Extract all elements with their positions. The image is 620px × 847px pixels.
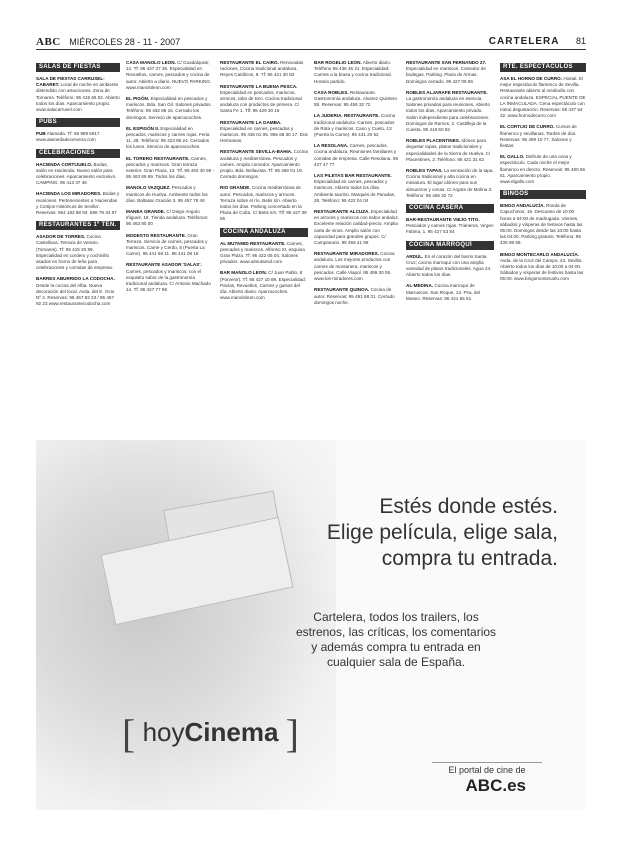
listing-name: AL MUTAMID RESTAURANTE.	[220, 240, 286, 246]
section-title: CARTELERA	[488, 36, 560, 47]
listing-entry	[314, 251, 400, 282]
listing-entry	[500, 76, 586, 119]
listing-column	[406, 60, 494, 307]
listing-name: CASA ROBLES.	[314, 89, 349, 95]
abc-es-logo: ABC.es	[465, 776, 526, 795]
section-heading: COCINA CASERA	[406, 204, 494, 213]
listing-entry	[220, 185, 308, 222]
listing-text: Cocina mediterránea de autor. Pescados, mariscos y arroces. Terraza sobre el río. Betis s/n. Abierto todos los días. Parking concertado en la Plaza de Cuba. C/ Betis s/n. Tlf: 95 427 39 56	[220, 185, 307, 222]
listing-entry	[126, 60, 214, 91]
header-divider	[36, 49, 586, 50]
listing-text: Cocina de autor. Reservas: 95 491 88 31. Cerrado domingos noche.	[314, 287, 395, 305]
listing-column	[126, 60, 214, 299]
listing-text: Cocina Castellana. Terraza de Verano. (Tomares). Tf: 95 415 20 89. Especialidad en cordero y cochinillo asados en horno de leña para celebraciones y comidas de empresa.	[36, 234, 114, 271]
listing-text: Carnes, pescados y mariscos, con el exquisito sabor de la gastronomía tradicional andaluza. C/ Antonio Machado 14. Tf: 95 427 77 96	[126, 268, 211, 293]
listing-name: RESTAURANTE QUINOA.	[314, 287, 370, 293]
listing-entry	[126, 96, 214, 121]
listing-text: Pescados y carnes rojas. Trianeros, Virgen Fátima, 1. 95 427 53 84	[406, 223, 494, 235]
bracket-right-icon: ]	[285, 711, 299, 756]
hoycinema-logo	[122, 710, 299, 757]
listing-name: RESTAURANTE LA BUENA PESCA.	[220, 83, 298, 89]
listing-text: Cocina andaluza. Los mejores productos con carnes de montanera, mariscos y pescados. Calle Viapol. 95 499 30 06. www.los-miradores.com	[314, 251, 395, 282]
section-heading: SALAS DE FIESTAS	[36, 63, 120, 72]
listing-entry	[500, 154, 586, 185]
listing-name: EL TORERO RESTAURANTE.	[126, 155, 190, 161]
listing-name: RIO GRANDE.	[220, 185, 251, 191]
listing-name: RESTAURANTE ALCUZA.	[314, 209, 370, 215]
listing-name: ASA EL HORNO DE CURRO.	[500, 76, 563, 81]
listing-name: ROBLES ALJARAFE RESTAURANTE.	[406, 89, 488, 95]
listing-text: Especialidad en pescados, mariscos, arroces, rabo de toro. Cocina tradicional andaluza con productos de primera. C/ Santa Fe 1. Tlf: 95 429 30 16	[220, 89, 302, 114]
ad-headline	[327, 494, 558, 572]
listing-name: EL ESPIGÓN II.	[126, 125, 160, 131]
listing-text: La gastronomía andaluza en esencia. Salones privados para reuniones. Abierto todos los días. Aparcamiento privado. Salón independiente para celebraciones. Domingos de Ramos, 2. Castilleja de la Cuesta. 95 416 60 82	[406, 96, 491, 133]
listing-entry	[500, 203, 586, 246]
listing-name: BINGO MONTECARLO ANDALUCÍA.	[500, 251, 579, 257]
listing-text: Disfrute de una cena y espectáculo. Cada noche el mejor flamenco en directo. Reservas: 95 490 66 51. Aparcamiento propio. www.elgallo.com	[500, 154, 586, 185]
listing-text: Ronda de Capuchinos, 19. Descanso de 10:00 horas a 04:00 de madrugada. Viernes, sábados y vísperas de festivos hasta las 05:00. Domingos desde las 10:00 hasta las 04:00. Parking gratuito. Teléfono: 95 435 98 68.	[500, 203, 583, 246]
listing-column	[36, 60, 120, 312]
listing-name: RESTAURANTE LA GAMBA.	[220, 119, 282, 125]
listing-name: RESTAURANTE SEVILLA-BAHIA.	[220, 149, 293, 155]
ad-subline-line: Cartelera, todos los trailers, los	[313, 610, 479, 624]
listing-entry	[314, 143, 400, 168]
listing-entry	[314, 90, 400, 109]
listing-entry	[406, 90, 494, 133]
listing-name: PUB	[36, 131, 46, 137]
listing-entry	[314, 287, 400, 306]
listing-entry	[36, 234, 120, 271]
listing-entry	[126, 262, 214, 293]
listing-text: Carnes, pescados y mariscos. Gran terraza exterior. Gran Plaza, 13. Tlf. 95 463 40 69 - 95 463 69 69. Todos los días.	[126, 155, 215, 180]
listing-text: Especialidad en carnes, pescados y mariscos. 95 436 01 05. 955 66 30 17. Dos Hermanas.	[220, 125, 308, 144]
listing-text: Bodas, salón en Hacienda. Nuevo salón para celebraciones. Aparcamiento exclusivo. CAMPING. 95 413 37 46	[36, 161, 117, 186]
listing-entry	[500, 252, 586, 283]
listing-entry	[36, 131, 120, 143]
listing-entry	[406, 168, 494, 199]
listing-text: C/ Guadalquivir, 12. Tf: 95 437 37 35. Especialidad en Revueltos, carnes, pescados y cocina de autor. Abierto a diario. NUEVO PARKING. www.manololeon.com	[126, 60, 212, 90]
listing-text: Restaurante. Gastronomía andaluza. Alvarez Quintero 58. Reservas: 95 456 32 72	[314, 89, 397, 108]
listing-name: BAR-RESTAURANTE VIEJO TITO.	[406, 217, 480, 223]
listing-name: BAR MANOLO LEON.	[220, 270, 267, 276]
listing-text: Especialidad en arroces y mariscos con sabor andaluz. Excelente relación calidad-precio. Amplia carta de vinos. Amplio salón con capacidad para grandes grupos. C/ Campanario. 95 456 41 98	[314, 209, 400, 246]
listing-entry	[126, 209, 214, 228]
listing-text: En el corazón del barrio Santa Cruz; cocina marroquí con una amplia variedad de platos tradicionales. Agua 24. Abierto todos los días.	[406, 253, 492, 278]
listing-text: Cocina tradicional andaluza. Carnes, pescados de Rota y mariscos. Cano y Cueto, 13 (Puerta la Carne). 95 441 20 52	[314, 113, 396, 138]
listing-entry	[36, 191, 120, 216]
listing-name: MANEA GRANDE.	[126, 209, 166, 215]
logo-cinema: Cinema	[184, 717, 279, 747]
listing-name: LA JUDERIA. RESTAURANTE.	[314, 113, 380, 119]
listing-name: BINGO ANDALUCÍA.	[500, 203, 545, 209]
listing-text: La sensación de la tapa. Cocina tradicional y alta cocina en miniatura. El lugar idóneo para sus almuerzos y cenas. C/ Argote de Molina 3. Teléfono: 95 456 32 72	[406, 168, 494, 198]
ad-headline-line: compra tu entrada.	[381, 547, 558, 570]
header-left	[36, 36, 180, 48]
listing-entry	[36, 162, 120, 187]
listing-entry	[220, 120, 308, 145]
listing-entry	[126, 185, 214, 204]
listing-entry	[126, 126, 214, 151]
listing-name: HACIENDA LOS MIRADORES.	[36, 191, 102, 197]
listing-text: Bodas y reuniones. Pertenecientes a 'Haciendas y Cortijos Históricos de Sevilla'. Reservas: 954 183 88 93. 686 79 34 67	[36, 191, 120, 216]
listing-name: RESTAURANTE MIRADORES.	[314, 251, 379, 257]
listing-name: BAR ROGELIO LEON.	[314, 60, 362, 65]
section-heading: BINGOS	[500, 190, 586, 199]
listing-name: EL CORTIJO DE CURRO.	[500, 124, 555, 130]
listing-text: Abierto diario. Teléfono 95 436 45 21. Especialidad: Carnes a la brasa y cocina tradicional. Horario partido.	[314, 60, 392, 84]
listing-text: C/ Diego Angulo Iñiguez, 16. Tienda andaluza. Teléfonos: 95 463 80 00	[126, 209, 209, 227]
listing-name: BARRES ABURRIDO LA CODOCHA.	[36, 276, 115, 282]
listing-entry	[314, 209, 400, 246]
listing-name: RESTAURANTE ASADOR 'SALAS'.	[126, 262, 202, 268]
listing-entry	[500, 124, 586, 149]
listing-text: Gran Terraza. Servicio de carnes, pescados y mariscos. Carne y Cerdo, 5 (Puerta La Carne). 95 441 68 11. 95 441 08 16	[126, 232, 208, 257]
logo-hoy: hoy	[142, 717, 185, 747]
listing-text: Hostal. El mejor espectáculo flamenco de Sevilla. Restaurante abierto al mediodía con cocina andaluza. ESPECIAL PUENTE DE LA INMACULADA. Cena espectáculo con menú degustación. Reservas: 95 437 54 32. www.hornodecurro.com	[500, 76, 586, 119]
listing-entry	[406, 283, 494, 302]
listing-name: LA RESOLANA.	[314, 143, 349, 149]
listing-entry	[220, 84, 308, 115]
listing-text: Especialidad en pescados, mariscos y carnes rojas. Feria 11, 28. Teléfono: 95 423 95 24. Cerrados los lunes. Servicio de aparcacoches.	[126, 125, 210, 150]
listing-entry	[406, 254, 494, 279]
listing-text: Cocina marroquí de Marruecos. San Roque, 13. Pza. del Museo. Reservas: 95 421 55 51	[406, 283, 481, 301]
listing-name: ROBLES PLACENTINES.	[406, 138, 461, 144]
listing-text: Avda. de la Cruz del Campo, 43. Sevilla. Abierto todos los días de 10:00 a 04:00. Sábados y vísperas de festivos hasta las 05:00. www.bingomontecarlo.com	[500, 257, 584, 282]
listing-entry	[220, 270, 308, 301]
listing-name: LAS PILETAS BAR RESTAURANTE.	[314, 173, 392, 179]
listing-text: Renovadas raciones, Cocina tradicional andaluza. Reyes Católicos, 9. Tf: 95 421 30 83	[220, 60, 304, 78]
listing-entry	[220, 60, 308, 79]
listing-entry	[36, 276, 120, 307]
section-heading: PUBS	[36, 118, 120, 127]
listing-name: HACIENDA CORTIJUELO.	[36, 161, 93, 167]
listing-name: ASADOR DE TORRES.	[36, 234, 86, 240]
listing-text: Local de noche en ambiente distendido con atracciones. Zona de Tomares. Teléfono: 95 415 56 02. Abierto todos los días. Aparcamiento propio. www.salacarrusel.com	[36, 82, 120, 113]
ad-subline	[246, 610, 546, 670]
listing-entry	[36, 76, 120, 113]
section-heading: COCINA MARROQUÍ	[406, 241, 494, 250]
listing-entry	[314, 113, 400, 138]
listing-text: Especialidad en pescados y mariscos. Bda. San Gil. Salones privados. Teléfono: 95 462 88 15. Cerrado los domingos. Servicio de aparcacoches.	[126, 96, 212, 120]
listing-entry	[314, 60, 400, 85]
listing-name: ARDUL.	[406, 253, 424, 259]
listing-name: RESTAURANTE EL CAIRO.	[220, 60, 279, 65]
brand-logo: ABC	[36, 36, 61, 48]
ad-subline-line: cualquier sala de España.	[326, 655, 466, 669]
listing-text: Cocina andaluza y mediterránea. Pescados y carnes. Amplio comedor. Aparcamiento propio. Bda. Bellavista. Tf: 95 469 01 19. Cerrado domingos.	[220, 149, 308, 180]
section-heading: RESTAURANTES 1º TEN.	[36, 221, 120, 230]
listing-entry	[406, 217, 494, 236]
listing-entry	[406, 138, 494, 163]
ad-headline-line: Estés donde estés.	[379, 495, 558, 518]
section-heading: CELEBRACIONES	[36, 149, 120, 158]
bracket-left-icon: [	[122, 711, 136, 756]
listing-name: AL-MEDINA.	[406, 283, 434, 289]
ad-subline-line: estrenos, las críticas, los comentarios	[295, 625, 497, 639]
page-header	[36, 36, 586, 50]
ad-headline-line: Elige película, elige sala,	[326, 521, 558, 544]
listing-name: CASA MANOLO LEON.	[126, 60, 176, 65]
listing-text: Carnes, pescados, cocina andaluza. Reuniones familiares y comidas de empresa. Calle Resolana. 95 437 47 77	[314, 143, 399, 167]
listing-entry	[126, 156, 214, 181]
listing-column	[314, 60, 400, 311]
ad-subline-line: y además compra tu entrada en	[311, 640, 481, 654]
page-number: 81	[575, 36, 586, 46]
listing-text: Carnes, pescados y mariscos. Alfonso XI, esquina Gran Plaza. Tf: 95 422 05 04. Salones privados. www.almutamid.com	[220, 240, 305, 265]
listing-name: ROBLES TAPAS.	[406, 168, 443, 174]
listing-column	[500, 60, 586, 288]
section-heading: RTE. ESPECTÁCULOS	[500, 63, 586, 72]
listing-text: Pescados y mariscos de Huelva. Ambiente todos los días. Baltasar Gracián 3. 95 457 78 46	[126, 185, 208, 203]
listing-name: EL PIGÓN.	[126, 96, 150, 102]
listing-entry	[406, 60, 494, 85]
listing-name: MANOLO VAZQUEZ.	[126, 185, 171, 191]
listing-entry	[314, 173, 400, 204]
hoycinema-advertisement	[36, 440, 586, 810]
listing-text: Especialidad en mariscos. Comedor de bodegas. Parking. Plaza de Armas. Domingos cerrado. 95 427 09 66	[406, 66, 486, 84]
listing-text: C/ Juan Pablo, 8 (Porvenir). Tf: 95 427 10 89. Especialidad: Pavías, Revueltos, Carnes y guisos del día. Abierto diario. Aparcacoches. www.manololeon.com	[220, 270, 306, 301]
listing-name: EL GALLO.	[500, 154, 525, 160]
listing-text: Idóneo para degustar tapas, platos tradicionales y especialidades de la Sierra de Huelva. C/ Placentines, 2. Teléfono: 95 421 31 62	[406, 138, 491, 162]
listing-entry	[126, 233, 214, 258]
listing-text: Alameda. Tf: 66 989 5917 www.alamedadecerveza.com	[36, 131, 100, 143]
listing-name: SALA DE FIESTAS CARRUSEL-CABARET.	[36, 76, 105, 88]
header-right	[489, 36, 586, 47]
listing-text: Especialidad en carnes, pescados y mariscos. Abierto todos los días. Ambiente taurino. Marqués de Paradas, 28. Teléfono: 95 422 04 04	[314, 179, 396, 203]
listing-column	[220, 60, 308, 307]
listing-entry	[220, 241, 308, 266]
section-heading: COCINA ANDALUZA	[220, 228, 308, 237]
listing-text: Cursos de flamenco y sevillanas. Tardes de dúo. Reservas: 95 499 10 77. Salones y fiestas.	[500, 124, 577, 149]
listing-name: RESTAURANTE SAN FERNANDO 27.	[406, 60, 487, 65]
ad-portal-label: El portal de cine de	[432, 762, 542, 775]
listing-name: MODESTO RESTAURANTE.	[126, 232, 187, 238]
listing-text: Desde la cocina del Alba. Nueva decoración del local. Avda. del E. Ocio Nº 2. Reservas: 95 457 82 23 / 95 457 92 23 www.restaurantecodocha.com	[36, 282, 115, 307]
listing-entry	[220, 149, 308, 180]
header-date: MIÉRCOLES 28 - 11 - 2007	[69, 37, 181, 47]
